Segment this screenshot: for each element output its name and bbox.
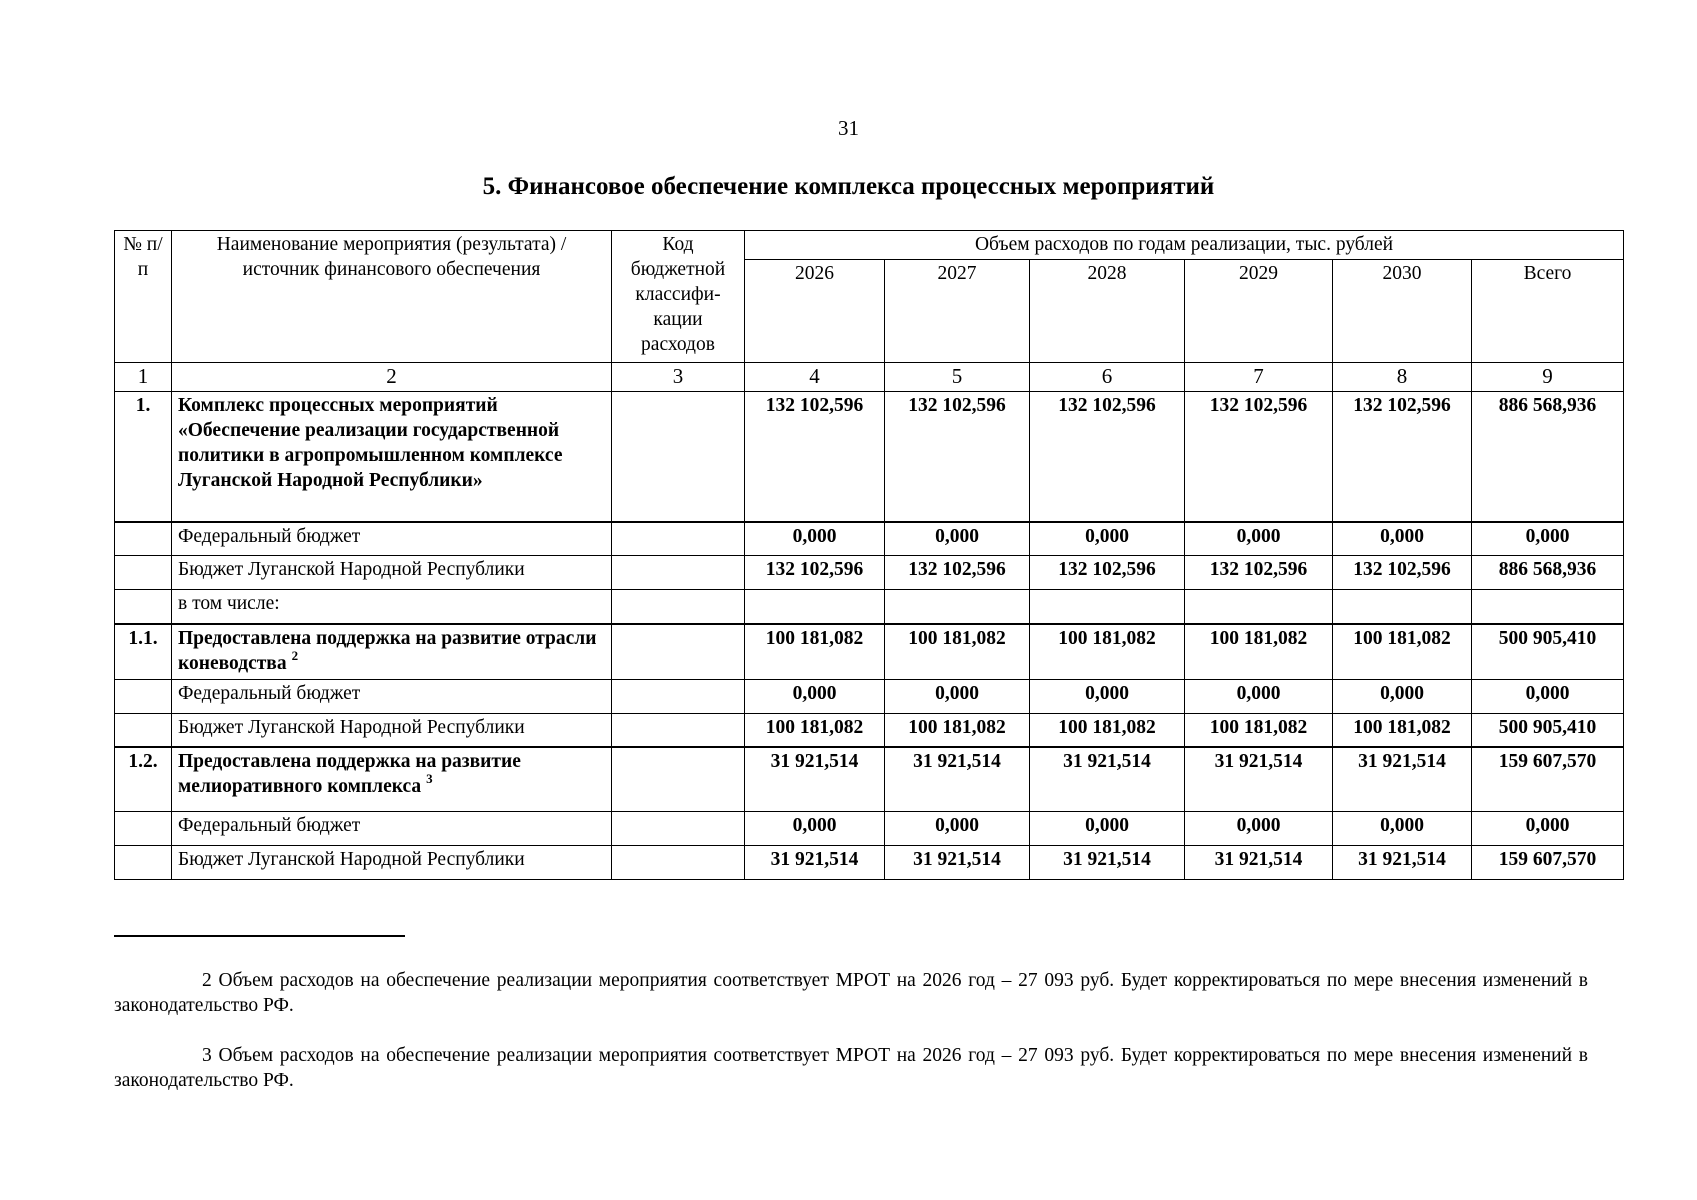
- footnote-3: 3 Объем расходов на обеспечение реализации мероприятия соответствует МРОТ на 2026 год – 27 093 руб. Будет корректироваться по мере внесения изменений в законодательство РФ.: [114, 1045, 1588, 1091]
- row-number: 1.: [115, 392, 172, 522]
- amount-cell: 100 181,082: [1185, 624, 1333, 680]
- row-name-text: Федеральный бюджет: [178, 814, 361, 836]
- amount-cell: 0,000: [1333, 811, 1472, 845]
- footnote-separator: [114, 935, 405, 937]
- row-number: [115, 845, 172, 879]
- amount-cell: 132 102,596: [1030, 392, 1185, 522]
- budget-code-cell: [612, 845, 745, 879]
- amount-cell: 0,000: [1030, 811, 1185, 845]
- row-name-text: Комплекс процессных мероприятий «Обеспечение реализации государственной политики в агропромышленном комплексе Луганской Народной Республики»: [178, 395, 563, 491]
- amount-cell: 0,000: [1030, 522, 1185, 556]
- financing-table: [114, 230, 1624, 880]
- amount-cell: [1030, 590, 1185, 624]
- row-name: [172, 747, 612, 811]
- table-row: [115, 679, 1624, 713]
- row-name: [172, 679, 612, 713]
- amount-cell: 100 181,082: [1030, 624, 1185, 680]
- header-year: 2027: [885, 260, 1030, 363]
- row-name-text: Бюджет Луганской Народной Республики: [178, 848, 525, 870]
- table-row: [115, 747, 1624, 811]
- column-number: 5: [885, 363, 1030, 392]
- table-row: [115, 624, 1624, 680]
- amount-cell: 886 568,936: [1472, 392, 1624, 522]
- footnote-ref: 2: [291, 647, 299, 663]
- amount-cell: 0,000: [1333, 679, 1472, 713]
- amount-cell: 100 181,082: [1333, 624, 1472, 680]
- amount-cell: 132 102,596: [745, 392, 885, 522]
- table-row: [115, 392, 1624, 522]
- row-name-text: Бюджет Луганской Народной Республики: [178, 559, 525, 580]
- row-name-text: в том числе:: [178, 593, 280, 614]
- row-name: [172, 556, 612, 590]
- row-name: [172, 713, 612, 747]
- budget-code-cell: [612, 590, 745, 624]
- amount-cell: 100 181,082: [745, 713, 885, 747]
- amount-cell: 132 102,596: [1333, 392, 1472, 522]
- row-name-text: Бюджет Луганской Народной Республики: [178, 716, 525, 738]
- column-number: 1: [115, 363, 172, 392]
- row-name-text: Федеральный бюджет: [178, 682, 361, 704]
- row-name: [172, 590, 612, 624]
- column-number: 3: [612, 363, 745, 392]
- amount-cell: 132 102,596: [1185, 556, 1333, 590]
- amount-cell: 132 102,596: [1185, 392, 1333, 522]
- footnote-ref: 3: [426, 771, 433, 786]
- header-year: 2030: [1333, 260, 1472, 363]
- amount-cell: [1472, 590, 1624, 624]
- page-number: 31: [838, 116, 859, 140]
- column-number: 9: [1472, 363, 1624, 392]
- page-title: 5. Финансовое обеспечение комплекса процессных мероприятий: [482, 173, 1215, 200]
- amount-cell: 31 921,514: [745, 845, 885, 879]
- amount-cell: 132 102,596: [885, 392, 1030, 522]
- row-number: [115, 556, 172, 590]
- amount-cell: 0,000: [745, 522, 885, 556]
- amount-cell: 31 921,514: [1185, 747, 1333, 811]
- row-number: 1.2.: [115, 747, 172, 811]
- budget-code-cell: [612, 522, 745, 556]
- header-year: 2029: [1185, 260, 1333, 363]
- header-volume: Объем расходов по годам реализации, тыс. рублей: [745, 231, 1624, 260]
- amount-cell: 0,000: [1185, 811, 1333, 845]
- amount-cell: 31 921,514: [885, 747, 1030, 811]
- row-name: [172, 845, 612, 879]
- amount-cell: 132 102,596: [1333, 556, 1472, 590]
- header-year: 2026: [745, 260, 885, 363]
- header-name: Наименование мероприятия (результата) / источник финансового обеспечения: [172, 231, 612, 363]
- column-number: 8: [1333, 363, 1472, 392]
- amount-cell: 0,000: [1030, 679, 1185, 713]
- table-row: [115, 556, 1624, 590]
- amount-cell: 132 102,596: [1030, 556, 1185, 590]
- budget-code-cell: [612, 747, 745, 811]
- amount-cell: 0,000: [885, 522, 1030, 556]
- budget-code-cell: [612, 679, 745, 713]
- footnote-2: 2 Объем расходов на обеспечение реализации мероприятия соответствует МРОТ на 2026 год – 27 093 руб. Будет корректироваться по мере внесения изменений в законодательство РФ.: [114, 970, 1588, 1016]
- amount-cell: 886 568,936: [1472, 556, 1624, 590]
- amount-cell: 31 921,514: [1333, 845, 1472, 879]
- row-number: [115, 713, 172, 747]
- table-row: [115, 713, 1624, 747]
- amount-cell: 100 181,082: [745, 624, 885, 680]
- row-number: [115, 590, 172, 624]
- amount-cell: 100 181,082: [1185, 713, 1333, 747]
- amount-cell: 100 181,082: [1333, 713, 1472, 747]
- amount-cell: 132 102,596: [885, 556, 1030, 590]
- amount-cell: 0,000: [1472, 679, 1624, 713]
- budget-code-cell: [612, 624, 745, 680]
- amount-cell: 31 921,514: [1030, 747, 1185, 811]
- amount-cell: 31 921,514: [1185, 845, 1333, 879]
- amount-cell: 132 102,596: [745, 556, 885, 590]
- amount-cell: 0,000: [1185, 522, 1333, 556]
- column-number: 4: [745, 363, 885, 392]
- amount-cell: 0,000: [745, 679, 885, 713]
- budget-code-cell: [612, 392, 745, 522]
- row-name-text: Федеральный бюджет: [178, 525, 361, 547]
- row-number: [115, 522, 172, 556]
- amount-cell: [745, 590, 885, 624]
- amount-cell: 0,000: [885, 811, 1030, 845]
- amount-cell: 100 181,082: [885, 624, 1030, 680]
- table-row: [115, 845, 1624, 879]
- amount-cell: 0,000: [1472, 811, 1624, 845]
- header-num: № п/п: [115, 231, 172, 363]
- amount-cell: 0,000: [745, 811, 885, 845]
- amount-cell: 100 181,082: [885, 713, 1030, 747]
- budget-code-cell: [612, 811, 745, 845]
- column-number: 2: [172, 363, 612, 392]
- amount-cell: 159 607,570: [1472, 845, 1624, 879]
- amount-cell: [885, 590, 1030, 624]
- table-row: [115, 811, 1624, 845]
- amount-cell: 31 921,514: [885, 845, 1030, 879]
- row-number: [115, 811, 172, 845]
- row-name: [172, 811, 612, 845]
- header-year: 2028: [1030, 260, 1185, 363]
- budget-code-cell: [612, 713, 745, 747]
- row-name-text: Предоставлена поддержка на развитие мелиоративного комплекса: [178, 751, 521, 797]
- amount-cell: 0,000: [1185, 679, 1333, 713]
- column-number: 6: [1030, 363, 1185, 392]
- amount-cell: 31 921,514: [1333, 747, 1472, 811]
- amount-cell: [1185, 590, 1333, 624]
- column-number: 7: [1185, 363, 1333, 392]
- header-total: Всего: [1472, 260, 1624, 363]
- amount-cell: 31 921,514: [745, 747, 885, 811]
- amount-cell: [1333, 590, 1472, 624]
- amount-cell: 31 921,514: [1030, 845, 1185, 879]
- table-row: [115, 590, 1624, 624]
- row-name-text: Предоставлена поддержка на развитие отрасли коневодства: [178, 627, 597, 674]
- amount-cell: 500 905,410: [1472, 713, 1624, 747]
- budget-code-cell: [612, 556, 745, 590]
- amount-cell: 100 181,082: [1030, 713, 1185, 747]
- row-number: [115, 679, 172, 713]
- table-row: [115, 522, 1624, 556]
- amount-cell: 500 905,410: [1472, 624, 1624, 680]
- row-name: [172, 392, 612, 522]
- amount-cell: 0,000: [885, 679, 1030, 713]
- amount-cell: 0,000: [1333, 522, 1472, 556]
- row-name: [172, 522, 612, 556]
- row-name: [172, 624, 612, 680]
- amount-cell: 159 607,570: [1472, 747, 1624, 811]
- row-number: 1.1.: [115, 624, 172, 680]
- header-code: Код бюджетной классифи- кации расходов: [612, 231, 745, 363]
- amount-cell: 0,000: [1472, 522, 1624, 556]
